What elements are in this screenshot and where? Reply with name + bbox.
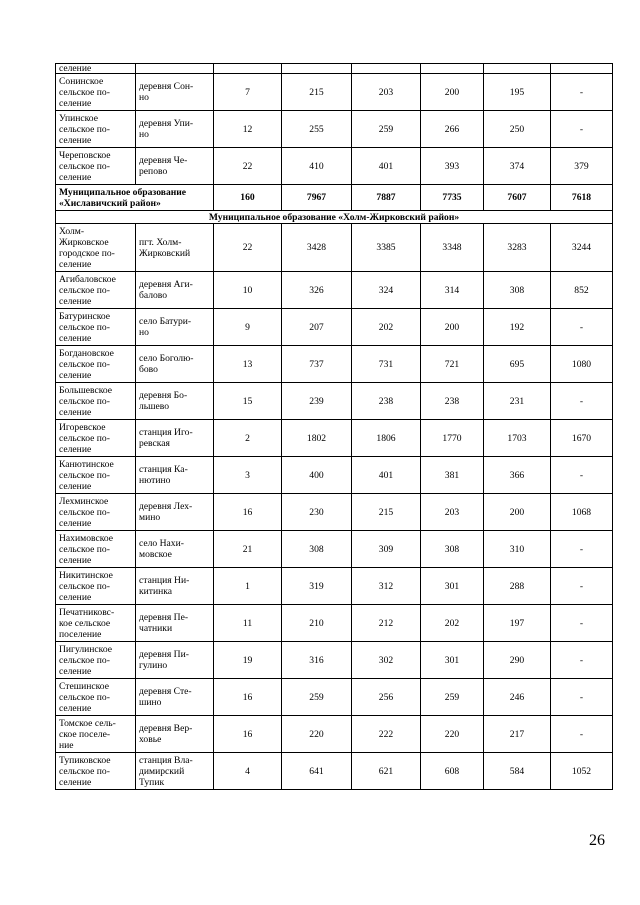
center-cell bbox=[136, 494, 214, 531]
value-cell: 401 bbox=[352, 457, 421, 494]
value-cell: 366 bbox=[484, 457, 551, 494]
settlement-cell: селение bbox=[56, 64, 136, 74]
table-row bbox=[56, 605, 613, 642]
settlement-name: Нахимовское сельское по- селение bbox=[59, 532, 114, 566]
admin-center-name: деревня Вер- ховье bbox=[139, 723, 193, 745]
table-row bbox=[56, 568, 613, 605]
value-cell: 259 bbox=[352, 111, 421, 148]
center-cell bbox=[136, 346, 214, 383]
count-cell bbox=[214, 64, 282, 74]
center-cell bbox=[136, 716, 214, 753]
value-cell: 608 bbox=[421, 753, 484, 790]
value-cell: 215 bbox=[352, 494, 421, 531]
value-cell: 3428 bbox=[282, 224, 352, 272]
center-cell bbox=[136, 224, 214, 272]
center-cell bbox=[136, 64, 214, 74]
value-cell: 1670 bbox=[551, 420, 613, 457]
value-cell: 326 bbox=[282, 272, 352, 309]
table-row-fragment bbox=[56, 64, 613, 74]
admin-center-name: деревня Лех- мино bbox=[139, 501, 193, 523]
value-cell: - bbox=[551, 679, 613, 716]
value-cell: 308 bbox=[282, 531, 352, 568]
settlement-cell bbox=[56, 111, 136, 148]
value-cell: 250 bbox=[484, 111, 551, 148]
total-value-cell: 7607 bbox=[484, 185, 551, 211]
settlement-name: Никитинское сельское по- селение bbox=[59, 569, 113, 603]
count-cell: 2 bbox=[214, 420, 282, 457]
count-cell: 16 bbox=[214, 494, 282, 531]
value-cell: 266 bbox=[421, 111, 484, 148]
settlement-cell bbox=[56, 74, 136, 111]
page-number: 26 bbox=[589, 832, 605, 849]
count-cell: 7 bbox=[214, 74, 282, 111]
section-title: Муниципальное образование «Холм-Жирковский район» bbox=[56, 211, 613, 224]
value-cell: - bbox=[551, 457, 613, 494]
value-cell: 220 bbox=[421, 716, 484, 753]
table-row bbox=[56, 224, 613, 272]
value-cell: 195 bbox=[484, 74, 551, 111]
value-cell: - bbox=[551, 605, 613, 642]
center-cell bbox=[136, 568, 214, 605]
value-cell: 1703 bbox=[484, 420, 551, 457]
settlement-cell bbox=[56, 309, 136, 346]
value-cell: 1068 bbox=[551, 494, 613, 531]
table-row bbox=[56, 420, 613, 457]
value-cell: 217 bbox=[484, 716, 551, 753]
value-cell: 290 bbox=[484, 642, 551, 679]
value-cell: 255 bbox=[282, 111, 352, 148]
table-row bbox=[56, 457, 613, 494]
center-cell bbox=[136, 383, 214, 420]
settlement-name: Череповское сельское по- селение bbox=[59, 149, 111, 183]
admin-center-name: станция Ни- китинка bbox=[139, 575, 190, 597]
value-cell: 393 bbox=[421, 148, 484, 185]
admin-center-name: село Нахи- мовское bbox=[139, 538, 184, 560]
population-table bbox=[55, 63, 613, 790]
value-cell: 259 bbox=[421, 679, 484, 716]
center-cell bbox=[136, 272, 214, 309]
total-value-cell: 7967 bbox=[282, 185, 352, 211]
settlement-name: Батуринское сельское по- селение bbox=[59, 310, 111, 344]
value-cell: 1770 bbox=[421, 420, 484, 457]
settlement-name: Игоревское сельское по- селение bbox=[59, 421, 110, 455]
value-cell: - bbox=[551, 74, 613, 111]
value-cell: 401 bbox=[352, 148, 421, 185]
value-cell: 1052 bbox=[551, 753, 613, 790]
table-row bbox=[56, 346, 613, 383]
value-cell: 316 bbox=[282, 642, 352, 679]
value-cell: 202 bbox=[421, 605, 484, 642]
admin-center-name: деревня Пи- гулино bbox=[139, 649, 189, 671]
settlement-name: Стешинское сельское по- селение bbox=[59, 680, 110, 714]
admin-center-name: село Батури- но bbox=[139, 316, 192, 338]
settlement-name: Большевское сельское по- селение bbox=[59, 384, 113, 418]
center-cell bbox=[136, 309, 214, 346]
admin-center-name: деревня Аги- балово bbox=[139, 279, 193, 301]
value-cell: 203 bbox=[352, 74, 421, 111]
value-cell: 312 bbox=[352, 568, 421, 605]
value-cell: 210 bbox=[282, 605, 352, 642]
table-row bbox=[56, 642, 613, 679]
total-value-cell: 7887 bbox=[352, 185, 421, 211]
table-row bbox=[56, 494, 613, 531]
settlement-name: Тупиковское сельское по- селение bbox=[59, 754, 111, 788]
value-cell: 3348 bbox=[421, 224, 484, 272]
settlement-cell bbox=[56, 383, 136, 420]
value-cell: 3283 bbox=[484, 224, 551, 272]
count-cell: 19 bbox=[214, 642, 282, 679]
value-cell bbox=[421, 64, 484, 74]
settlement-cell bbox=[56, 494, 136, 531]
value-cell: 256 bbox=[352, 679, 421, 716]
table-row bbox=[56, 753, 613, 790]
value-cell: - bbox=[551, 531, 613, 568]
admin-center-name: деревня Упи- но bbox=[139, 118, 194, 140]
value-cell: 301 bbox=[421, 642, 484, 679]
value-cell: 324 bbox=[352, 272, 421, 309]
table-row bbox=[56, 148, 613, 185]
count-cell: 10 bbox=[214, 272, 282, 309]
settlement-name: Богдановское сельское по- селение bbox=[59, 347, 114, 381]
value-cell bbox=[352, 64, 421, 74]
admin-center-name: деревня Бо- льшево bbox=[139, 390, 188, 412]
value-cell: 231 bbox=[484, 383, 551, 420]
settlement-name: Агибаловское сельское по- селение bbox=[59, 273, 116, 307]
value-cell: - bbox=[551, 309, 613, 346]
settlement-cell bbox=[56, 642, 136, 679]
count-cell: 4 bbox=[214, 753, 282, 790]
settlement-cell bbox=[56, 346, 136, 383]
value-cell bbox=[282, 64, 352, 74]
settlement-cell bbox=[56, 716, 136, 753]
table-row bbox=[56, 679, 613, 716]
center-cell bbox=[136, 457, 214, 494]
settlement-cell bbox=[56, 605, 136, 642]
value-cell: 721 bbox=[421, 346, 484, 383]
value-cell: 3385 bbox=[352, 224, 421, 272]
value-cell: - bbox=[551, 568, 613, 605]
settlement-cell bbox=[56, 148, 136, 185]
total-value-cell: 7735 bbox=[421, 185, 484, 211]
table-row bbox=[56, 272, 613, 309]
center-cell bbox=[136, 642, 214, 679]
table-row bbox=[56, 111, 613, 148]
value-cell: 259 bbox=[282, 679, 352, 716]
value-cell: 314 bbox=[421, 272, 484, 309]
value-cell: 410 bbox=[282, 148, 352, 185]
value-cell: 737 bbox=[282, 346, 352, 383]
value-cell: 308 bbox=[484, 272, 551, 309]
value-cell: 852 bbox=[551, 272, 613, 309]
center-cell bbox=[136, 753, 214, 790]
total-count-cell: 160 bbox=[214, 185, 282, 211]
center-cell bbox=[136, 679, 214, 716]
table-row bbox=[56, 383, 613, 420]
value-cell: 400 bbox=[282, 457, 352, 494]
table-row bbox=[56, 531, 613, 568]
value-cell: 1080 bbox=[551, 346, 613, 383]
value-cell: 695 bbox=[484, 346, 551, 383]
value-cell bbox=[484, 64, 551, 74]
table-row bbox=[56, 716, 613, 753]
count-cell: 15 bbox=[214, 383, 282, 420]
value-cell: 202 bbox=[352, 309, 421, 346]
value-cell: 310 bbox=[484, 531, 551, 568]
total-value-cell: 7618 bbox=[551, 185, 613, 211]
settlement-cell bbox=[56, 272, 136, 309]
admin-center-name: деревня Че- репово bbox=[139, 155, 188, 177]
settlement-cell bbox=[56, 531, 136, 568]
value-cell: 302 bbox=[352, 642, 421, 679]
value-cell: 238 bbox=[352, 383, 421, 420]
settlement-name: Канютинское сельское по- селение bbox=[59, 458, 114, 492]
value-cell: 3244 bbox=[551, 224, 613, 272]
center-cell bbox=[136, 148, 214, 185]
center-cell bbox=[136, 605, 214, 642]
value-cell: - bbox=[551, 111, 613, 148]
settlement-name: Печатниковс- кое сельское поселение bbox=[59, 606, 115, 640]
value-cell: 212 bbox=[352, 605, 421, 642]
count-cell: 3 bbox=[214, 457, 282, 494]
settlement-cell bbox=[56, 568, 136, 605]
total-label bbox=[56, 185, 214, 211]
settlement-cell bbox=[56, 224, 136, 272]
section-header-row bbox=[56, 211, 613, 224]
value-cell: 239 bbox=[282, 383, 352, 420]
admin-center-name: деревня Сте- шино bbox=[139, 686, 192, 708]
count-cell: 12 bbox=[214, 111, 282, 148]
value-cell: 288 bbox=[484, 568, 551, 605]
settlement-name: Холм- Жирковское городское по- селение bbox=[59, 225, 115, 270]
count-cell: 1 bbox=[214, 568, 282, 605]
value-cell: - bbox=[551, 642, 613, 679]
value-cell: 200 bbox=[421, 74, 484, 111]
settlement-name: Томское сель- ское поселе- ние bbox=[59, 717, 116, 751]
count-cell: 22 bbox=[214, 224, 282, 272]
value-cell: 319 bbox=[282, 568, 352, 605]
center-cell bbox=[136, 111, 214, 148]
settlement-cell bbox=[56, 679, 136, 716]
value-cell: 309 bbox=[352, 531, 421, 568]
admin-center-name: деревня Сон- но bbox=[139, 81, 194, 103]
value-cell: 197 bbox=[484, 605, 551, 642]
value-cell: 731 bbox=[352, 346, 421, 383]
count-cell: 16 bbox=[214, 679, 282, 716]
center-cell bbox=[136, 531, 214, 568]
total-label-text: Муниципальное образование «Хиславичский район» bbox=[59, 186, 187, 209]
value-cell: 215 bbox=[282, 74, 352, 111]
value-cell: 1806 bbox=[352, 420, 421, 457]
admin-center-name: станция Иго- ревская bbox=[139, 427, 193, 449]
table-row-total bbox=[56, 185, 613, 211]
settlement-name: Упинское сельское по- селение bbox=[59, 112, 110, 146]
value-cell: 301 bbox=[421, 568, 484, 605]
center-cell bbox=[136, 74, 214, 111]
value-cell: 308 bbox=[421, 531, 484, 568]
settlement-cell bbox=[56, 753, 136, 790]
value-cell: 381 bbox=[421, 457, 484, 494]
value-cell: 641 bbox=[282, 753, 352, 790]
admin-center-name: станция Вла- димирский Тупик bbox=[139, 754, 193, 788]
value-cell: 200 bbox=[421, 309, 484, 346]
value-cell: 192 bbox=[484, 309, 551, 346]
table-row bbox=[56, 309, 613, 346]
count-cell: 22 bbox=[214, 148, 282, 185]
value-cell: 222 bbox=[352, 716, 421, 753]
count-cell: 16 bbox=[214, 716, 282, 753]
settlement-cell bbox=[56, 420, 136, 457]
value-cell: 230 bbox=[282, 494, 352, 531]
count-cell: 9 bbox=[214, 309, 282, 346]
table-row bbox=[56, 74, 613, 111]
admin-center-name: станция Ка- нютино bbox=[139, 464, 188, 486]
value-cell: 238 bbox=[421, 383, 484, 420]
value-cell: 379 bbox=[551, 148, 613, 185]
admin-center-name: село Боголю- бово bbox=[139, 353, 194, 375]
settlement-name: Сонинское сельское по- селение bbox=[59, 75, 110, 109]
value-cell: 203 bbox=[421, 494, 484, 531]
value-cell: 374 bbox=[484, 148, 551, 185]
value-cell: 584 bbox=[484, 753, 551, 790]
settlement-name: Лехминское сельское по- селение bbox=[59, 495, 110, 529]
value-cell: - bbox=[551, 383, 613, 420]
count-cell: 11 bbox=[214, 605, 282, 642]
settlement-cell bbox=[56, 457, 136, 494]
value-cell: - bbox=[551, 716, 613, 753]
settlement-name: Пигулинское сельское по- селение bbox=[59, 643, 113, 677]
admin-center-name: деревня Пе- чатники bbox=[139, 612, 189, 634]
value-cell: 207 bbox=[282, 309, 352, 346]
value-cell: 621 bbox=[352, 753, 421, 790]
value-cell: 246 bbox=[484, 679, 551, 716]
count-cell: 21 bbox=[214, 531, 282, 568]
center-cell bbox=[136, 420, 214, 457]
count-cell: 13 bbox=[214, 346, 282, 383]
value-cell: 1802 bbox=[282, 420, 352, 457]
value-cell: 200 bbox=[484, 494, 551, 531]
admin-center-name: пгт. Холм- Жирковский bbox=[139, 236, 191, 259]
value-cell: 220 bbox=[282, 716, 352, 753]
value-cell bbox=[551, 64, 613, 74]
